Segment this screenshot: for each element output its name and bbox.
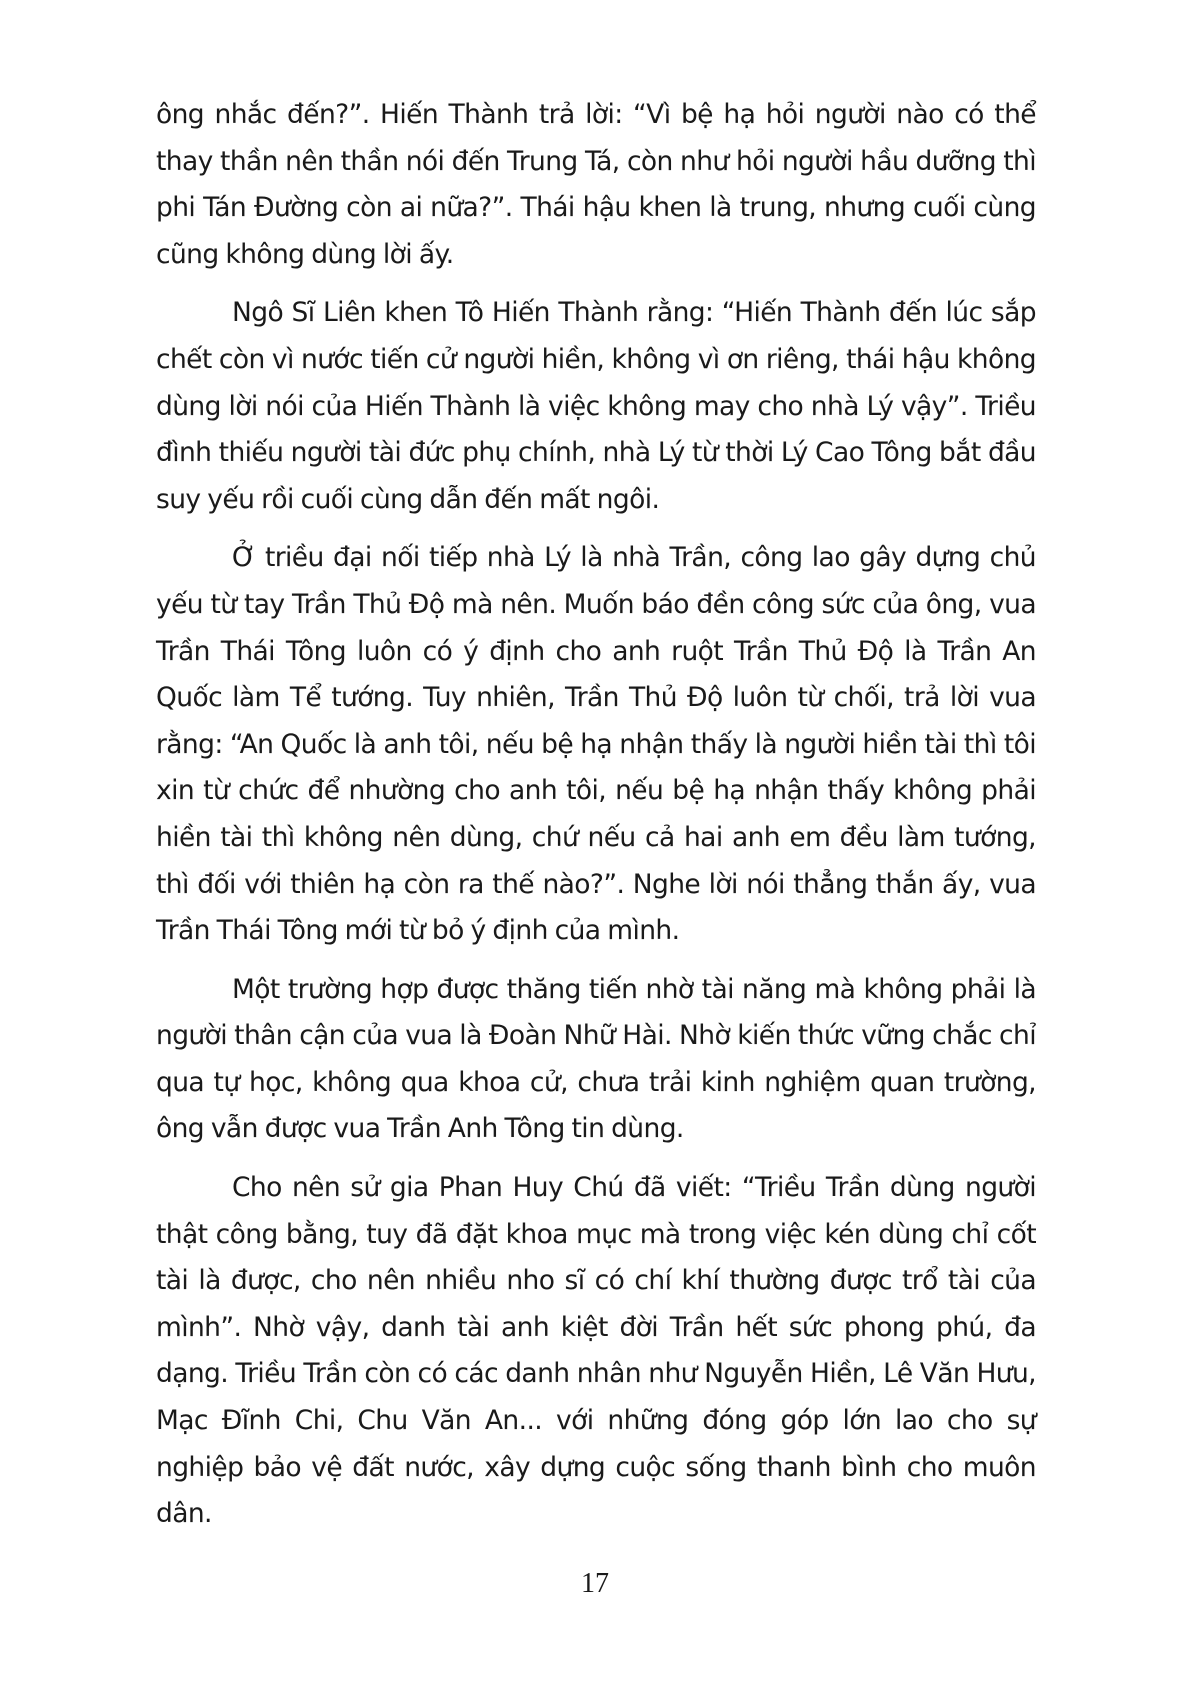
- paragraph-5: Cho nên sử gia Phan Huy Chú đã viết: “Triều Trần dùng người thật công bằng, tuy đã đặt khoa mục mà trong việc kén dùng chỉ cốt tài là được, cho nên nhiều nho sĩ có chí khí thường được trổ tài của mình”. Nhờ vậy, danh tài anh kiệt đời Trần hết sức phong phú, đa dạng. Triều Trần còn có các danh nhân như Nguyễn Hiền, Lê Văn Hưu, Mạc Đĩnh Chi, Chu Văn An... với những đóng góp lớn lao cho sự nghiệp bảo vệ đất nước, xây dựng cuộc sống thanh bình cho muôn dân.: [156, 1172, 1036, 1530]
- paragraph-4: Một trường hợp được thăng tiến nhờ tài năng mà không phải là người thân cận của vua là Đoàn Nhữ Hài. Nhờ kiến thức vững chắc chỉ qua tự học, không qua khoa cử, chưa trải kinh nghiệm quan trường, ông vẫn được vua Trần Anh Tông tin dùng.: [156, 973, 1036, 1145]
- paragraph-1: ông nhắc đến?”. Hiến Thành trả lời: “Vì bệ hạ hỏi người nào có thể thay thần nên thần nói đến Trung Tá, còn như hỏi người hầu dưỡng thì phi Tán Đường còn ai nữa?”. Thái hậu khen là trung, nhưng cuối cùng cũng không dùng lời ấy.: [156, 99, 1036, 270]
- page-number: 17: [581, 1568, 609, 1599]
- body-text: [156, 92, 1036, 1550]
- paragraph-3: Ở triều đại nối tiếp nhà Lý là nhà Trần, công lao gây dựng chủ yếu từ tay Trần Thủ Độ mà nên. Muốn báo đền công sức của ông, vua Trần Thái Tông luôn có ý định cho anh ruột Trần Thủ Độ là Trần An Quốc làm Tể tướng. Tuy nhiên, Trần Thủ Độ luôn từ chối, trả lời vua rằng: “An Quốc là anh tôi, nếu bệ hạ nhận thấy là người hiền tài thì tôi xin từ chức để nhường cho anh tôi, nếu bệ hạ nhận thấy không phải hiền tài thì không nên dùng, chứ nếu cả hai anh em đều làm tướng, thì đối với thiên hạ còn ra thế nào?”. Nghe lời nói thẳng thắn ấy, vua Trần Thái Tông mới từ bỏ ý định của mình.: [156, 542, 1036, 947]
- paragraph-2: Ngô Sĩ Liên khen Tô Hiến Thành rằng: “Hiến Thành đến lúc sắp chết còn vì nước tiến cử người hiền, không vì ơn riêng, thái hậu không dùng lời nói của Hiến Thành là việc không may cho nhà Lý vậy”. Triều đình thiếu người tài đức phụ chính, nhà Lý từ thời Lý Cao Tông bắt đầu suy yếu rồi cuối cùng dẫn đến mất ngôi.: [156, 297, 1036, 515]
